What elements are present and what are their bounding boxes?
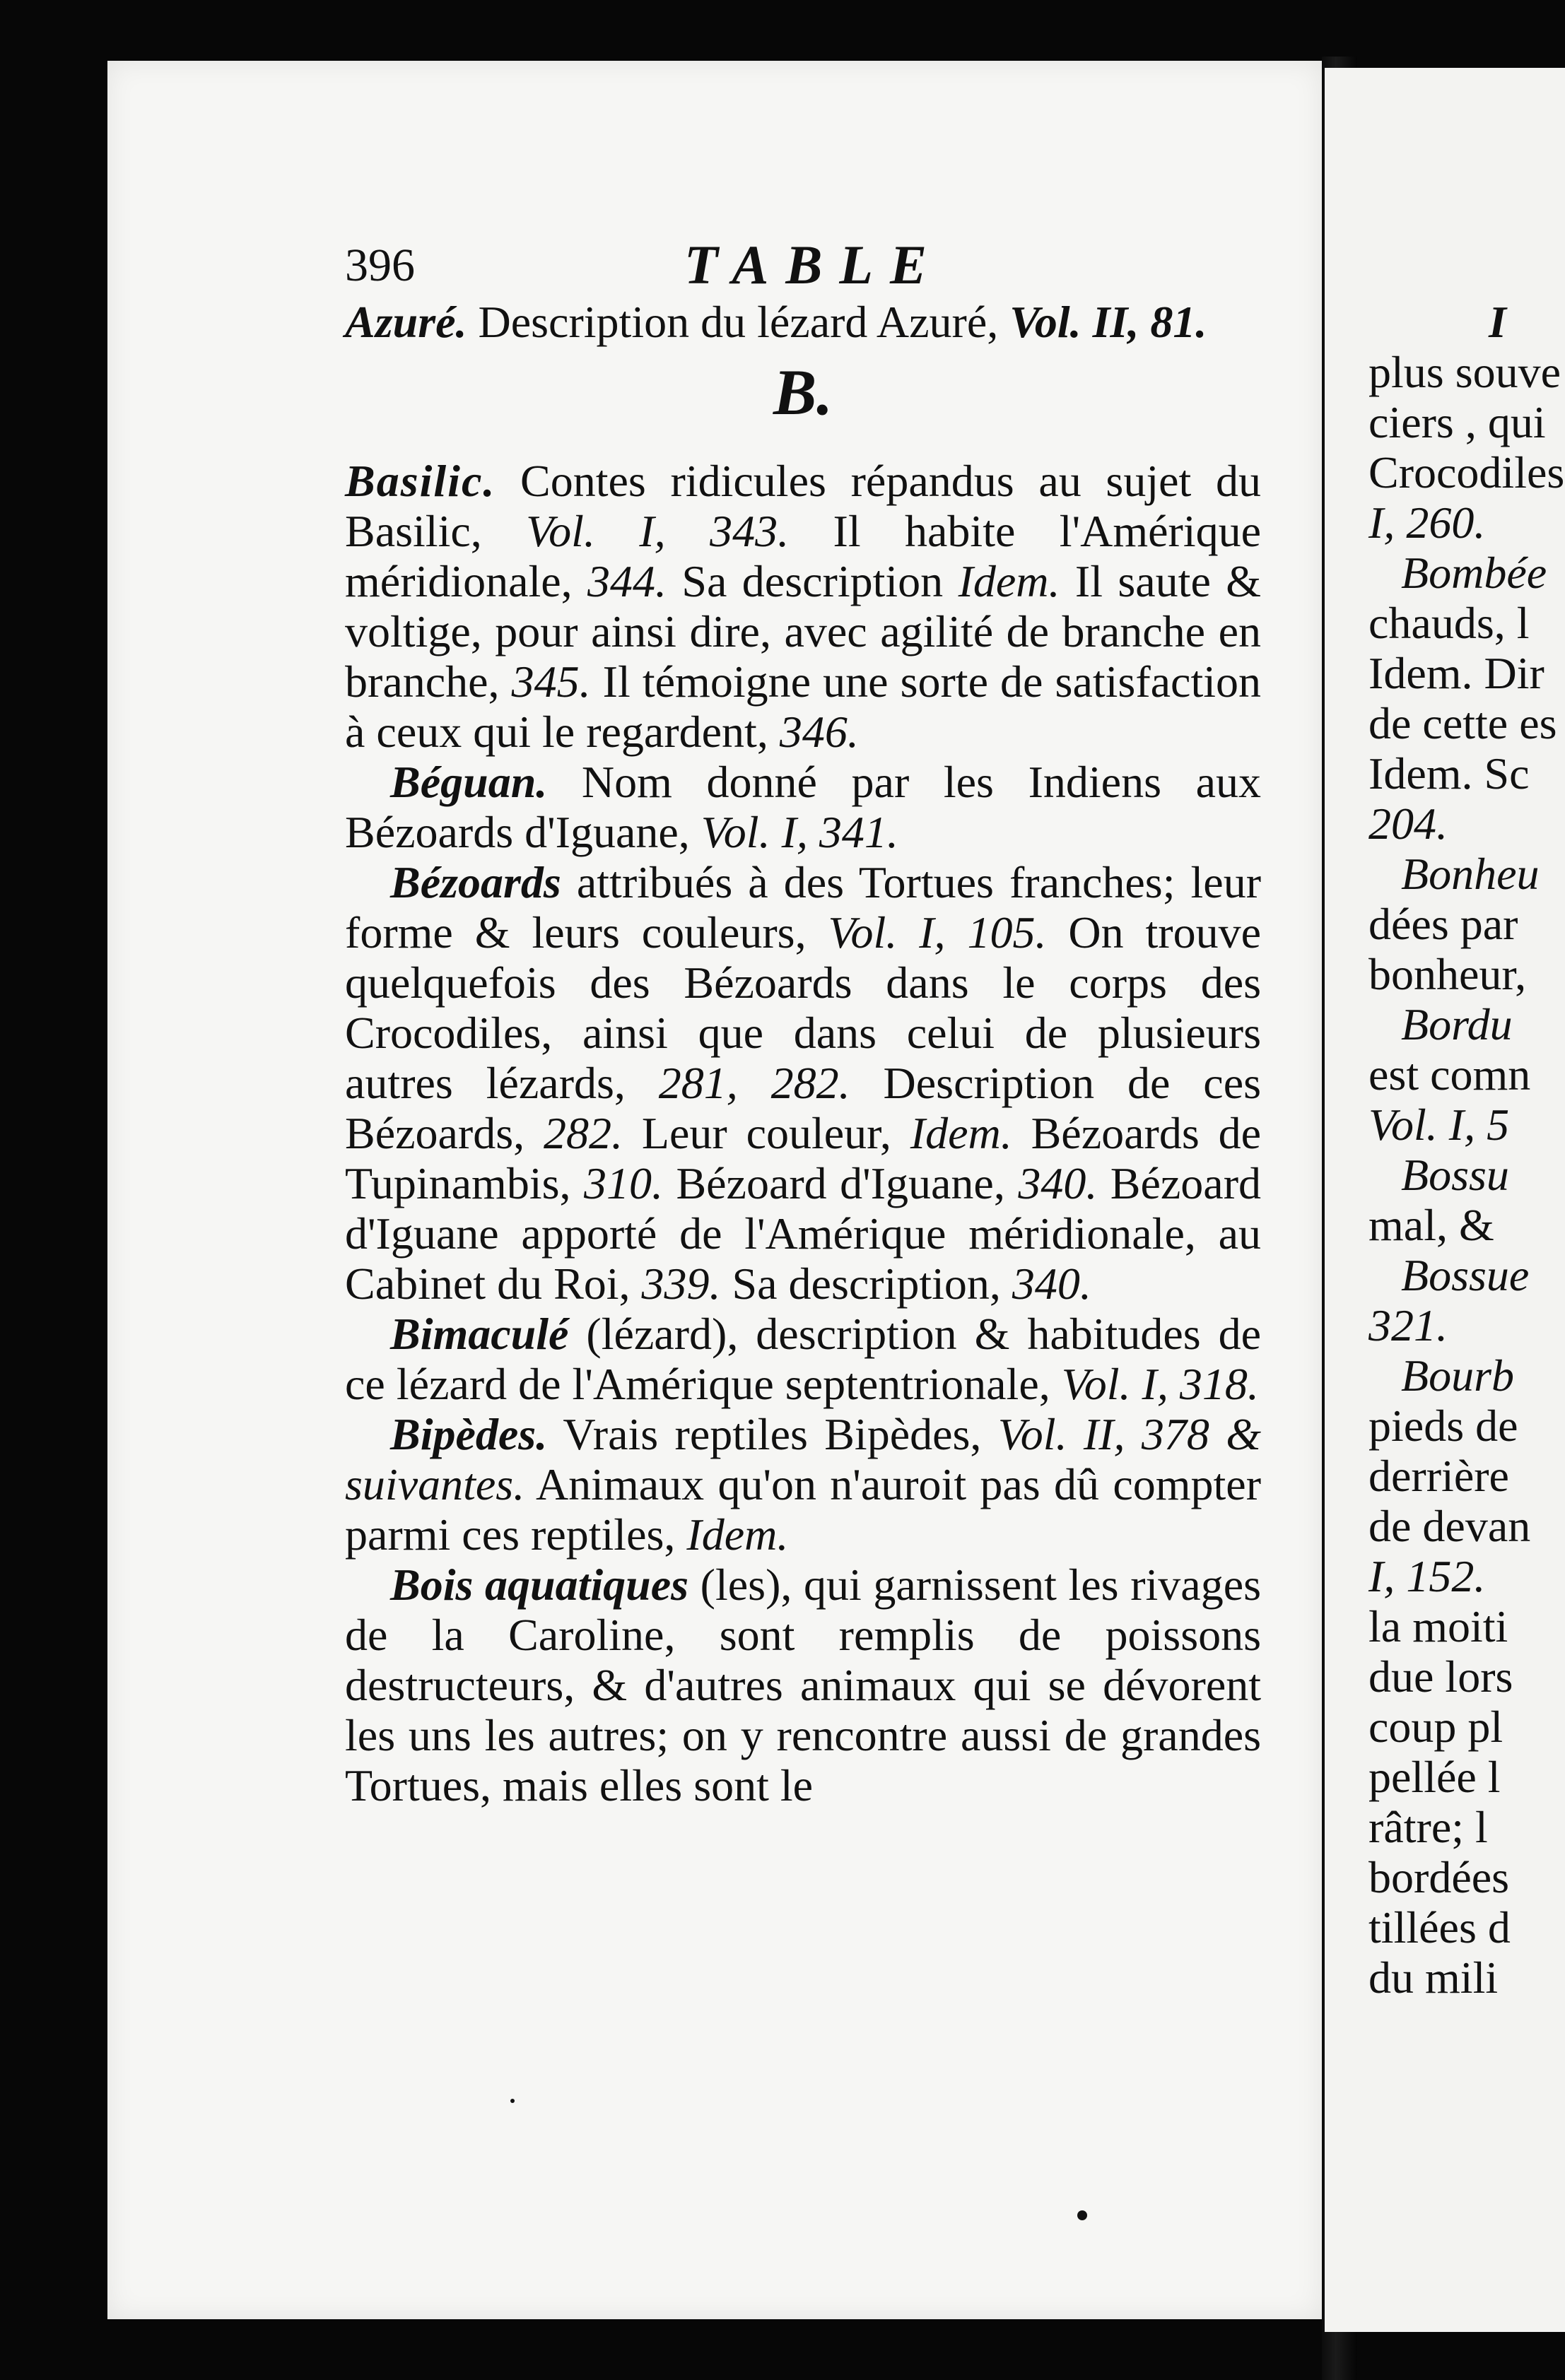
page-reference: 340. (1012, 1259, 1091, 1309)
right-line: bordées (1368, 1852, 1510, 1902)
right-line: Bossu (1401, 1150, 1509, 1200)
right-line: 321. (1368, 1300, 1448, 1350)
headword: Azuré. (345, 297, 467, 347)
page-reference: 345. (511, 656, 591, 707)
entry-text: Bézoard d'Iguane, (662, 1158, 1019, 1208)
right-line: I, 260. (1368, 497, 1486, 548)
page-reference: 346. (779, 707, 859, 757)
right-line: Bordu (1401, 999, 1513, 1049)
right-line: dées par (1368, 899, 1518, 949)
entry-text: Description du lézard Azuré, (467, 297, 1010, 347)
right-line: du mili (1368, 1952, 1499, 2003)
page-reference: 282. (544, 1108, 623, 1158)
volume-reference: Vol. II, 81. (1009, 297, 1207, 347)
entry-text: (lézard), description & habitudes de ce lézard de l'Amérique septentrionale, (345, 1309, 1261, 1409)
volume-reference: Vol. II, 378 & suivantes. (345, 1409, 1262, 1509)
entry-text: Bézoard d'Iguane apporté de l'Amérique méridionale, au Cabinet du Roi, (345, 1158, 1262, 1309)
volume-reference: Vol. I, 318. (1061, 1359, 1259, 1409)
page-reference: 310. (583, 1158, 663, 1208)
entry-text: (les), qui garnissent les rivages de la Caroline, sont remplis de poissons destructeurs, & d'autres animaux qui se dévorent les uns les autres; on y rencontre aussi de grandes Tortues, mais elles sont le (345, 1560, 1261, 1810)
entry-text: Il témoigne une sorte de satisfaction à ceux qui le regardent, (345, 656, 1262, 757)
entry-azure (345, 297, 1261, 347)
running-title: TABLE (684, 234, 944, 295)
right-line: la moiti (1368, 1601, 1508, 1651)
entry-text: Il habite l'Amérique méridionale, (345, 506, 1262, 606)
right-line: derrière (1368, 1451, 1509, 1501)
right-line: râtre; l (1368, 1802, 1488, 1852)
volume-reference: Vol. I, 343. (526, 506, 790, 556)
right-line: pellée l (1368, 1752, 1501, 1802)
right-running-title: I (1489, 297, 1506, 347)
right-line: Bombée (1401, 548, 1547, 598)
right-line: coup pl (1368, 1702, 1504, 1752)
page-reference: 344. (587, 556, 667, 606)
headword: Bipèdes. (390, 1409, 548, 1459)
right-line: Idem. Dir (1368, 648, 1545, 698)
right-line: pieds de (1368, 1401, 1518, 1451)
entry-basilic (345, 456, 1261, 757)
right-line: plus souve (1368, 347, 1561, 397)
right-line: Bourb (1401, 1350, 1514, 1401)
entry-text: Sa description (667, 556, 959, 606)
page-header (345, 233, 1264, 297)
entry-text: Vrais reptiles Bipèdes, (547, 1409, 998, 1459)
entry-text: attribués à des Tortues franches; leur forme & leurs couleurs, (345, 857, 1261, 958)
entry-text: On trouve quelquefois des Bézoards dans le corps des Crocodiles, ainsi que dans celui de plusieurs autres lézards, (345, 907, 1261, 1108)
right-line: Idem. Sc (1368, 748, 1530, 799)
entry-beguan (345, 757, 1261, 857)
right-line: bonheur, (1368, 949, 1527, 999)
page-reference: Idem. (910, 1108, 1012, 1158)
right-line: mal, & (1368, 1200, 1494, 1250)
right-line: Bonheu (1401, 849, 1540, 899)
entry-text: Description de ces Bézoards, (345, 1058, 1261, 1158)
page-reference: 339. (641, 1259, 721, 1309)
page-reference: Idem. (686, 1509, 789, 1560)
entry-text: Il saute & voltige, pour ainsi dire, avec agilité de branche en branche, (345, 556, 1262, 707)
entry-bezoards (345, 857, 1261, 1309)
right-line: est comn (1368, 1049, 1531, 1100)
page-reference: Idem. (958, 556, 1060, 606)
right-line: 204. (1368, 799, 1448, 849)
right-line: Crocodiles (1368, 447, 1565, 497)
right-page (1325, 68, 1565, 2332)
entry-bois-aquatiques (345, 1560, 1261, 1810)
right-line: de cette es (1368, 698, 1557, 748)
entry-text: Nom donné par les Indiens aux Bézoards d'Iguane, (345, 757, 1261, 857)
entry-text: Bézoards de Tupinambis, (345, 1108, 1261, 1208)
ink-speck (510, 2099, 515, 2103)
right-line: I, 152. (1368, 1551, 1486, 1601)
entry-text: Leur couleur, (623, 1108, 910, 1158)
right-line: chauds, l (1368, 598, 1530, 648)
entry-bipedes (345, 1409, 1261, 1560)
page-number: 396 (345, 240, 415, 291)
page-reference: 281, 282. (658, 1058, 850, 1108)
entry-text: Contes ridicules répandus au sujet du Basilic, (345, 456, 1261, 556)
ink-speck (1077, 2210, 1087, 2220)
entry-bimacule (345, 1309, 1261, 1409)
headword: Béguan. (390, 757, 548, 807)
section-letter: B. (773, 356, 833, 428)
headword: Basilic. (345, 456, 496, 506)
headword: Bimaculé (390, 1309, 569, 1359)
volume-reference: Vol. I, 341. (701, 807, 898, 857)
right-line: de devan (1368, 1501, 1531, 1551)
right-page-text (1368, 297, 1565, 2003)
right-line: due lors (1368, 1651, 1513, 1702)
headword: Bois aquatiques (390, 1560, 689, 1610)
page-reference: 340. (1018, 1158, 1098, 1208)
right-line: Bossue (1401, 1250, 1530, 1300)
headword: Bézoards (390, 857, 561, 907)
entry-text: Animaux qu'on n'auroit pas dû compter parmi ces reptiles, (345, 1459, 1261, 1560)
right-line: ciers , qui (1368, 397, 1546, 447)
index-text (345, 297, 1261, 1810)
right-line: tillées d (1368, 1902, 1511, 1952)
volume-reference: Vol. I, 105. (828, 907, 1047, 958)
entry-text: Sa description, (720, 1259, 1012, 1309)
right-line: Vol. I, 5 (1368, 1100, 1510, 1150)
